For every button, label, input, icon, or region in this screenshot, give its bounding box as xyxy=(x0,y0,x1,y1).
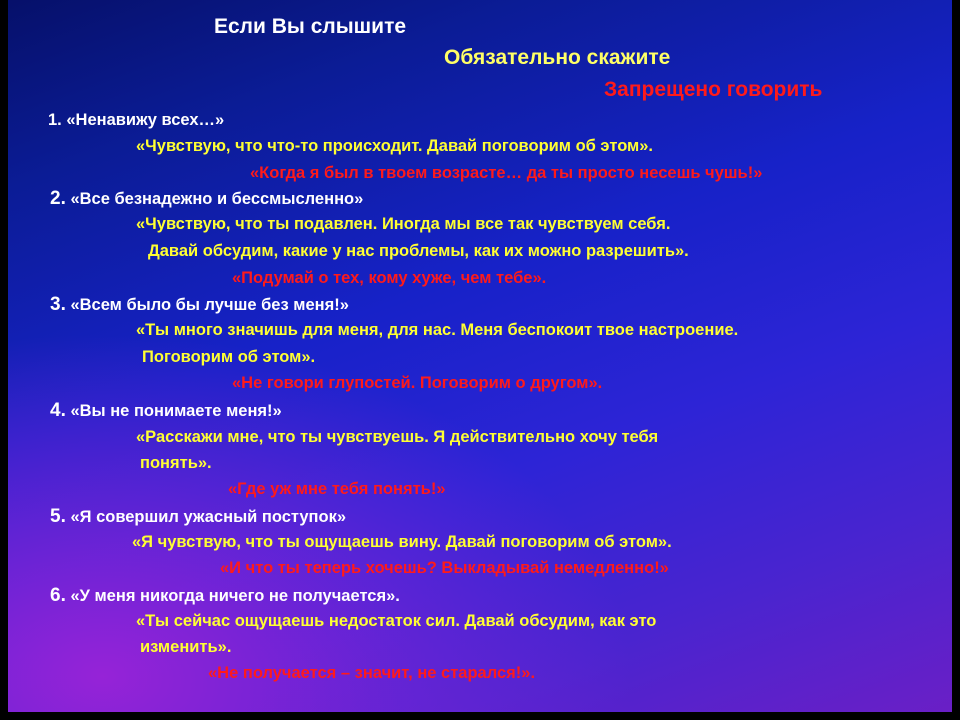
item-3-forbidden: «Не говори глупостей. Поговорим о другом». xyxy=(232,374,603,392)
item-hear-text: «Вы не понимаете меня!» xyxy=(70,402,282,420)
item-5-say-line-1: «Я чувствую, что ты ощущаешь вину. Давай поговорим об этом». xyxy=(132,533,672,551)
item-6-say-line-2: изменить». xyxy=(140,638,232,656)
item-number: 5. xyxy=(50,506,66,527)
item-hear-text: «Всем было бы лучше без меня!» xyxy=(70,296,349,314)
item-5-forbidden: «И что ты теперь хочешь? Выкладывай немедленно!» xyxy=(220,559,669,577)
item-4-hear xyxy=(50,400,282,422)
item-number: 4. xyxy=(50,400,66,421)
item-2-say-line-2: Давай обсудим, какие у нас проблемы, как их можно разрешить». xyxy=(148,242,689,260)
item-hear-text: «Ненавижу всех…» xyxy=(66,111,225,129)
header-forbidden: Запрещено говорить xyxy=(604,78,823,101)
item-number: 3. xyxy=(50,294,66,315)
item-4-say-line-1: «Расскажи мне, что ты чувствуешь. Я действительно хочу тебя xyxy=(136,428,659,446)
item-number: 1. xyxy=(48,111,62,129)
item-2-say-line-1: «Чувствую, что ты подавлен. Иногда мы все так чувствуем себя. xyxy=(136,215,671,233)
item-2-forbidden: «Подумай о тех, кому хуже, чем тебе». xyxy=(232,269,547,287)
item-3-hear xyxy=(50,294,349,316)
item-hear-text: «Я совершил ужасный поступок» xyxy=(70,508,347,526)
item-2-hear xyxy=(50,188,363,210)
item-1-say-line-1: «Чувствую, что что-то происходит. Давай поговорим об этом». xyxy=(136,137,654,155)
item-1-forbidden: «Когда я был в твоем возрасте… да ты просто несешь чушь!» xyxy=(250,164,763,182)
item-5-hear xyxy=(50,506,346,528)
item-6-hear xyxy=(50,585,400,607)
item-hear-text: «У меня никогда ничего не получается». xyxy=(70,587,400,605)
item-1-hear xyxy=(48,111,224,130)
item-3-say-line-1: «Ты много значишь для меня, для нас. Меня беспокоит твое настроение. xyxy=(136,321,739,339)
header-hear: Если Вы слышите xyxy=(214,15,407,38)
item-hear-text: «Все безнадежно и бессмысленно» xyxy=(70,190,364,208)
item-6-forbidden: «Не получается – значит, не старался!». xyxy=(208,664,536,682)
header-say: Обязательно скажите xyxy=(444,46,671,69)
item-4-say-line-2: понять». xyxy=(140,454,212,472)
item-3-say-line-2: Поговорим об этом». xyxy=(142,348,316,366)
slide xyxy=(8,0,952,712)
item-4-forbidden: «Где уж мне тебя понять!» xyxy=(228,480,446,498)
item-number: 2. xyxy=(50,188,66,209)
item-number: 6. xyxy=(50,585,66,606)
item-6-say-line-1: «Ты сейчас ощущаешь недостаток сил. Давай обсудим, как это xyxy=(136,612,657,630)
